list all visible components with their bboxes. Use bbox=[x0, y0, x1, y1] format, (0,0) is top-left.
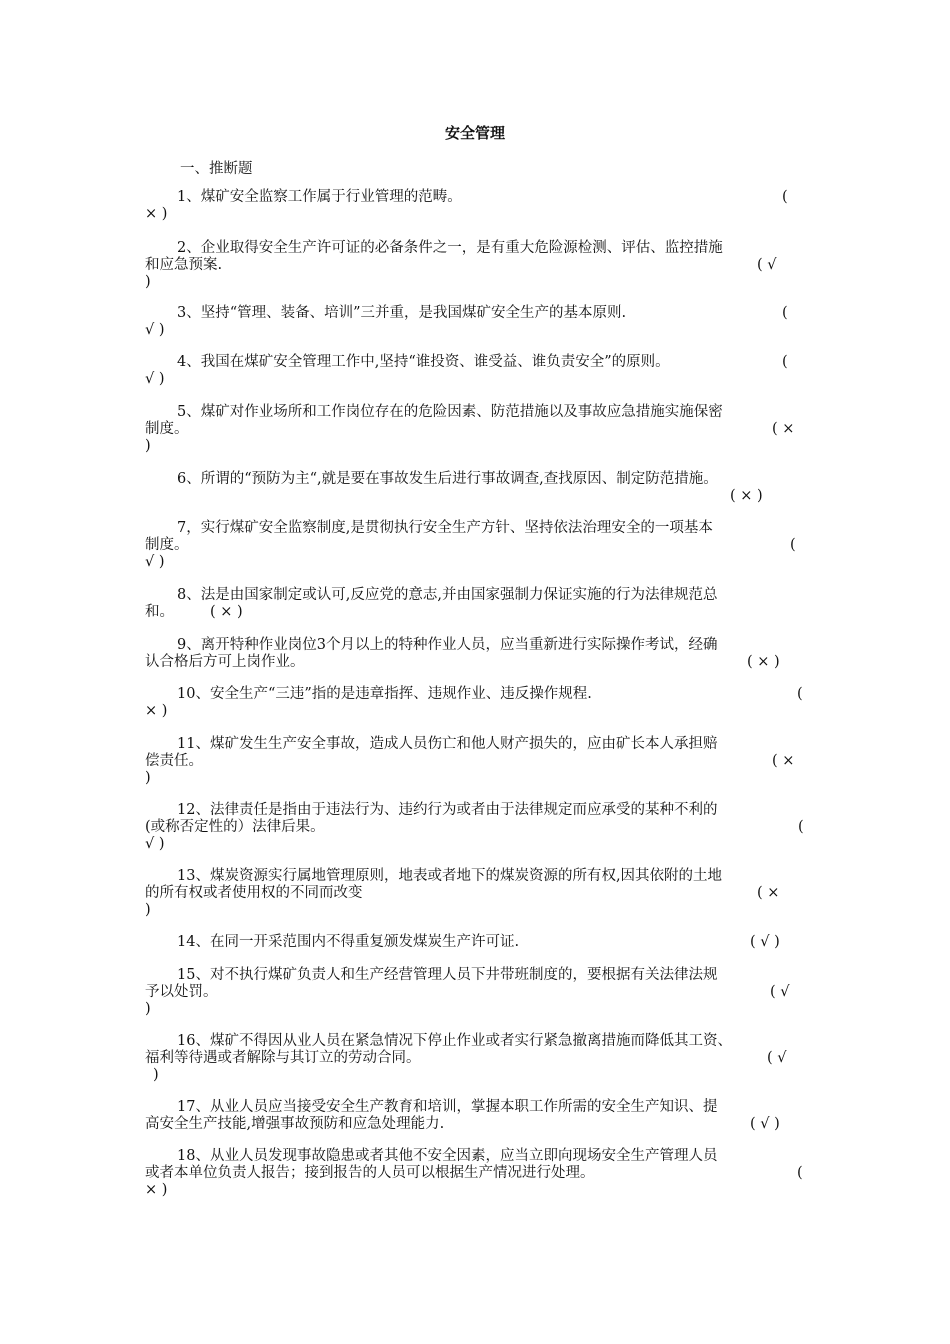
question-item bbox=[145, 404, 810, 454]
page-title: 安全管理 bbox=[444, 124, 505, 142]
answer-mark: ( bbox=[798, 819, 804, 835]
answer-mark: ( √ bbox=[770, 984, 790, 1000]
question-text: 10、安全生产“三违”指的是违章指挥、违规作业、违反操作规程. bbox=[177, 686, 592, 702]
answer-mark: × ) bbox=[145, 1182, 168, 1198]
question-item bbox=[145, 868, 810, 918]
question-text: 18、从业人员发现事故隐患或者其他不安全因素，应当立即向现场安全生产管理人员 bbox=[177, 1148, 718, 1164]
question-text: 或者本单位负责人报告；接到报告的人员可以根据生产情况进行处理。 bbox=[145, 1165, 595, 1181]
answer-mark: ( × ) bbox=[730, 488, 763, 504]
question-text: 4、我国在煤矿安全管理工作中,坚持“谁投资、谁受益、谁负责安全”的原则。 bbox=[177, 354, 670, 370]
question-text: 的所有权或者使用权的不同而改变 bbox=[145, 885, 363, 901]
question-text: 3、坚持“管理、装备、培训”三并重，是我国煤矿安全生产的基本原则. bbox=[177, 305, 627, 321]
question-text: 予以处罚。 bbox=[145, 984, 218, 1000]
question-item bbox=[145, 520, 810, 570]
answer-mark: ( × ) bbox=[747, 654, 780, 670]
question-text: 7，实行煤矿安全监察制度,是贯彻执行安全生产方针、坚持依法治理安全的一项基本 bbox=[177, 520, 713, 536]
question-text: 13、煤炭资源实行属地管理原则，地表或者地下的煤炭资源的所有权,因其依附的土地 bbox=[177, 868, 723, 884]
question-item bbox=[145, 189, 810, 222]
question-item bbox=[145, 240, 810, 290]
answer-mark: ( bbox=[782, 305, 788, 321]
answer-mark: √ ) bbox=[145, 371, 165, 387]
answer-mark: ( bbox=[790, 537, 796, 553]
answer-mark: ( √ bbox=[757, 257, 777, 273]
question-item bbox=[145, 686, 810, 719]
answer-mark: ( √ bbox=[767, 1050, 787, 1066]
answer-mark: ) bbox=[145, 438, 151, 454]
answer-mark: ) bbox=[145, 274, 151, 290]
answer-mark: √ ) bbox=[145, 836, 165, 852]
answer-mark: × ) bbox=[145, 703, 168, 719]
question-text: 6、所谓的“预防为主“,就是要在事故发生后进行事故调查,查找原因、制定防范措施。 bbox=[177, 471, 718, 487]
question-text: 制度。 bbox=[145, 537, 189, 553]
question-text: 认合格后方可上岗作业。 bbox=[145, 654, 305, 670]
answer-mark: ( bbox=[797, 1165, 803, 1181]
question-item bbox=[145, 471, 810, 504]
question-text: 2、企业取得安全生产许可证的必备条件之一，是有重大危险源检测、评估、监控措施 bbox=[177, 240, 723, 256]
answer-mark: ( × ) bbox=[210, 604, 243, 620]
answer-mark: ( bbox=[797, 686, 803, 702]
question-text: 11、煤矿发生生产安全事故，造成人员伤亡和他人财产损失的，应由矿长本人承担赔 bbox=[177, 736, 718, 752]
question-item bbox=[145, 1148, 810, 1198]
question-text: 和。 bbox=[145, 604, 174, 620]
question-item bbox=[145, 305, 810, 338]
answer-mark: ( × bbox=[757, 885, 780, 901]
question-text: 高安全生产技能,增强事故预防和应急处理能力. bbox=[145, 1116, 445, 1132]
question-item bbox=[145, 967, 810, 1017]
answer-mark: ( √ ) bbox=[750, 1116, 780, 1132]
question-text: (或称否定性的）法律后果。 bbox=[145, 819, 325, 835]
answer-mark: ) bbox=[145, 770, 151, 786]
question-text: 12、法律责任是指由于违法行为、违约行为或者由于法律规定而应承受的某种不利的 bbox=[177, 802, 718, 818]
answer-mark: √ ) bbox=[145, 554, 165, 570]
question-text: 16、煤矿不得因从业人员在紧急情况下停止作业或者实行紧急撤离措施而降低其工资、 bbox=[177, 1033, 732, 1049]
answer-mark: ( bbox=[782, 354, 788, 370]
answer-mark: ( √ ) bbox=[750, 934, 780, 950]
question-text: 15、对不执行煤矿负责人和生产经营管理人员下井带班制度的，要根据有关法律法规 bbox=[177, 967, 718, 983]
question-text: 1、煤矿安全监察工作属于行业管理的范畴。 bbox=[177, 189, 462, 205]
question-text: 偿责任。 bbox=[145, 753, 203, 769]
section-heading: 一、推断题 bbox=[180, 161, 253, 177]
question-text: 17、从业人员应当接受安全生产教育和培训，掌握本职工作所需的安全生产知识、提 bbox=[177, 1099, 718, 1115]
question-text: 5、煤矿对作业场所和工作岗位存在的危险因素、防范措施以及事故应急措施实施保密 bbox=[177, 404, 723, 420]
answer-mark: ) bbox=[145, 902, 151, 918]
answer-mark: ) bbox=[145, 1001, 151, 1017]
question-text: 福利等待遇或者解除与其订立的劳动合同。 bbox=[145, 1050, 421, 1066]
question-text: 14、在同一开采范围内不得重复颁发煤炭生产许可证. bbox=[177, 934, 520, 950]
question-item bbox=[145, 587, 810, 621]
question-item bbox=[145, 934, 810, 951]
answer-mark: ( × bbox=[772, 753, 795, 769]
question-text: 制度。 bbox=[145, 421, 189, 437]
question-item bbox=[145, 354, 810, 387]
question-item bbox=[145, 637, 810, 671]
answer-mark: ( bbox=[782, 189, 788, 205]
answer-mark: × ) bbox=[145, 206, 168, 222]
answer-mark: ) bbox=[153, 1067, 159, 1083]
question-item bbox=[145, 802, 810, 852]
question-text: 9、离开特种作业岗位3个月以上的特种作业人员，应当重新进行实际操作考试，经确 bbox=[177, 637, 718, 653]
question-item bbox=[145, 736, 810, 786]
question-text: 和应急预案. bbox=[145, 257, 223, 273]
question-item bbox=[145, 1099, 810, 1133]
question-item bbox=[145, 1033, 810, 1083]
answer-mark: ( × bbox=[772, 421, 795, 437]
answer-mark: √ ) bbox=[145, 322, 165, 338]
question-text: 8、法是由国家制定或认可,反应党的意志,并由国家强制力保证实施的行为法律规范总 bbox=[177, 587, 718, 603]
